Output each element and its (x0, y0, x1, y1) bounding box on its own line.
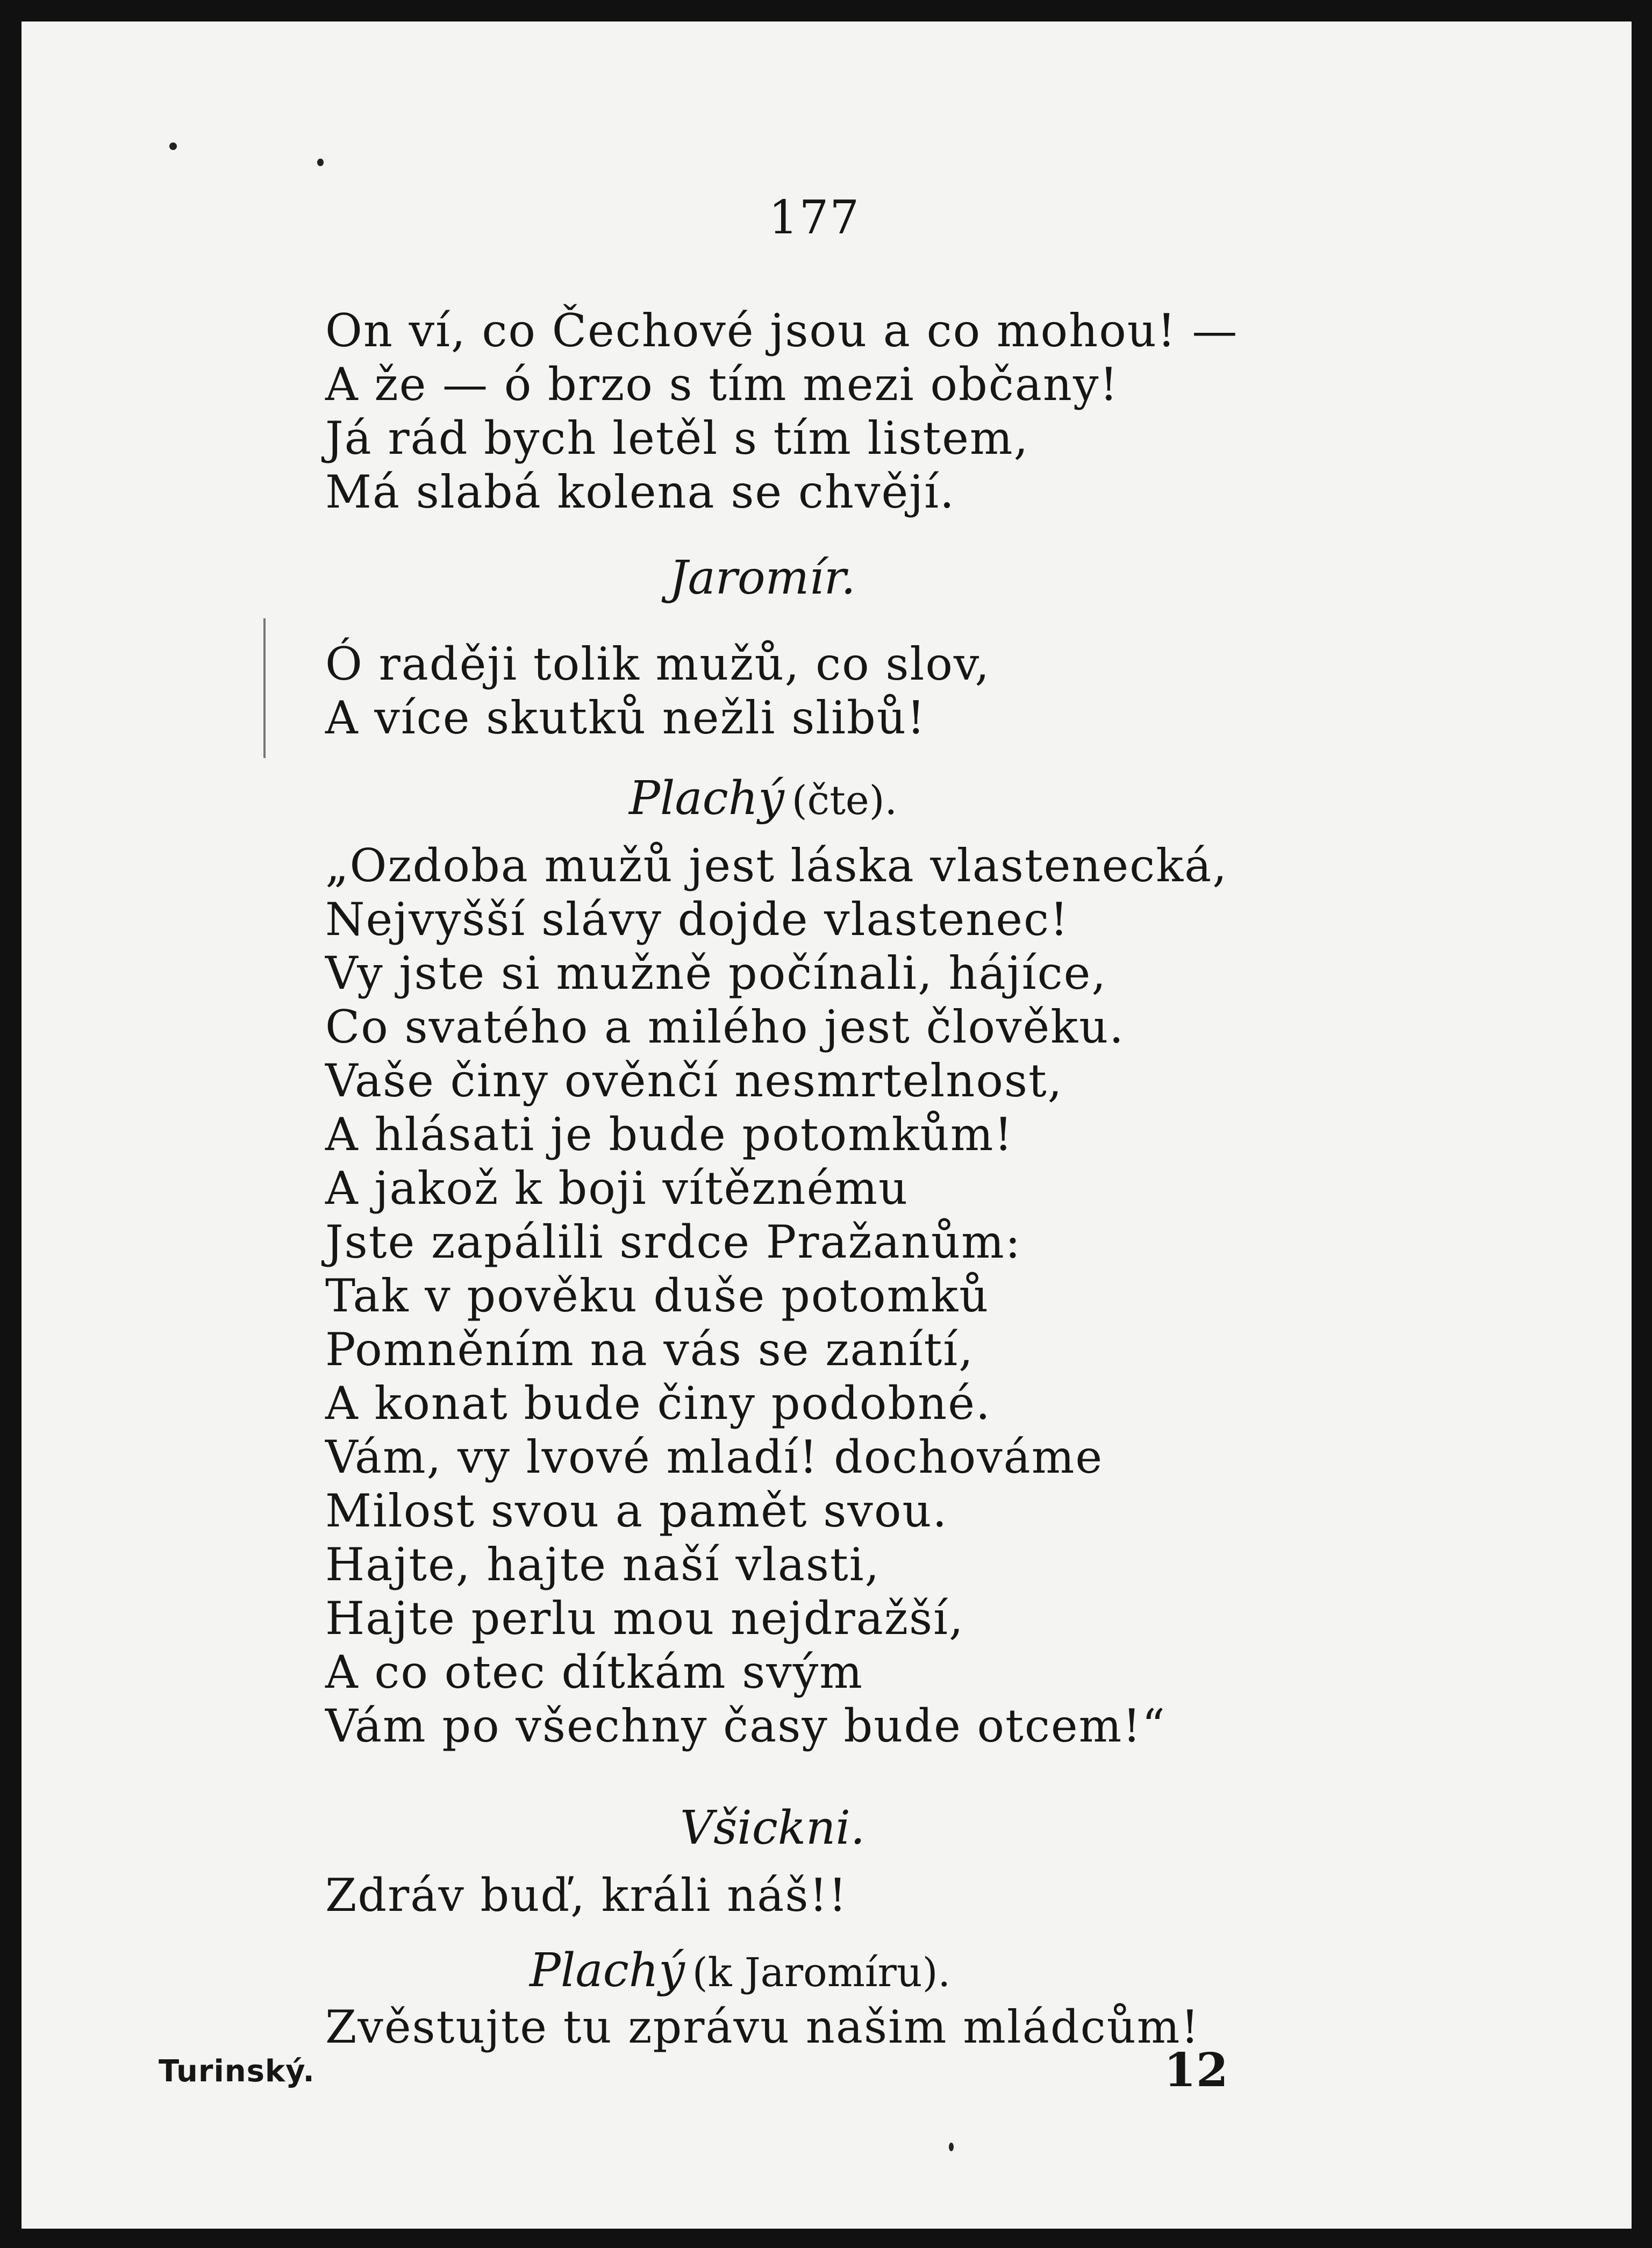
verse-line: Hajte perlu mou nejdražší, (325, 1592, 964, 1645)
speaker-heading (629, 772, 897, 825)
verse-line: Má slabá kolena se chvějí. (325, 466, 955, 518)
signature-number: 12 (1164, 2043, 1228, 2097)
speaker-name: Všickni. (680, 1801, 866, 1855)
verse-line: Vám po všechny časy bude otcem!“ (325, 1700, 1166, 1752)
verse-line: A více skutků nežli slibů! (325, 691, 926, 744)
speaker-name: Jaromír. (669, 551, 856, 605)
verse-line: A jakož k boji vítěznému (325, 1162, 909, 1215)
pencil-mark (263, 618, 266, 758)
verse-line: On ví, co Čechové jsou a co mohou! — (325, 304, 1239, 357)
verse-block (325, 839, 1508, 1753)
verse-line: Co svatého a milého jest člověku. (325, 1001, 1125, 1053)
verse-line: Já rád bych letěl s tím listem, (325, 412, 1029, 465)
verse-line: Hajte, hajte naší vlasti, (325, 1538, 881, 1591)
verse-line: Ó raději tolik mužů, co slov, (325, 638, 991, 690)
verse-line: Vy jste si mužně počínali, hájíce, (325, 947, 1107, 1000)
verse-line: Jste zapálili srdce Pražanům: (325, 1216, 1022, 1268)
verse-block (325, 304, 1508, 519)
verse-line: Vaše činy ověnčí nesmrtelnost, (325, 1054, 1063, 1107)
stage-direction: (k Jaromíru). (692, 1950, 950, 1996)
verse-block (325, 637, 1508, 745)
verse-line: Pomněním na vás se zanítí, (325, 1323, 974, 1376)
speaker-heading (530, 1944, 950, 1997)
verse-line: A že — ó brzo s tím mezi občany! (325, 358, 1119, 411)
verse-line: Vám, vy lvové mladí! dochováme (325, 1431, 1104, 1483)
stage-direction: (čte). (791, 777, 898, 824)
ink-speck (169, 142, 177, 150)
verse-block (325, 1868, 1508, 1922)
ink-speck (949, 2143, 954, 2151)
verse-line: Tak v pověku duše potomků (325, 1269, 990, 1322)
verse-line: „Ozdoba mužů jest láska vlastenecká, (325, 839, 1228, 892)
verse-line: A co otec dítkám svým (325, 1646, 863, 1699)
speaker-name: Plachý (530, 1944, 685, 1997)
speaker-heading (680, 1801, 865, 1855)
verse-line: Zvěstujte tu zprávu našim mládcům! (325, 2001, 1200, 2053)
verse-block (325, 2000, 1508, 2054)
printer-signature: Turinský. (159, 2054, 315, 2089)
verse-line: Zdráv buď, králi náš!! (325, 1869, 848, 1922)
verse-line: A hlásati je bude potomkům! (325, 1108, 1014, 1161)
verse-line: Nejvyšší slávy dojde vlastenec! (325, 893, 1069, 946)
verse-line: A konat bude činy podobné. (325, 1377, 991, 1430)
book-page (22, 22, 1632, 2229)
speaker-name: Plachý (629, 772, 784, 825)
ink-speck (317, 159, 324, 166)
speaker-heading (669, 551, 856, 605)
verse-line: Milost svou a pamět svou. (325, 1485, 948, 1537)
page-number: 177 (768, 191, 861, 245)
